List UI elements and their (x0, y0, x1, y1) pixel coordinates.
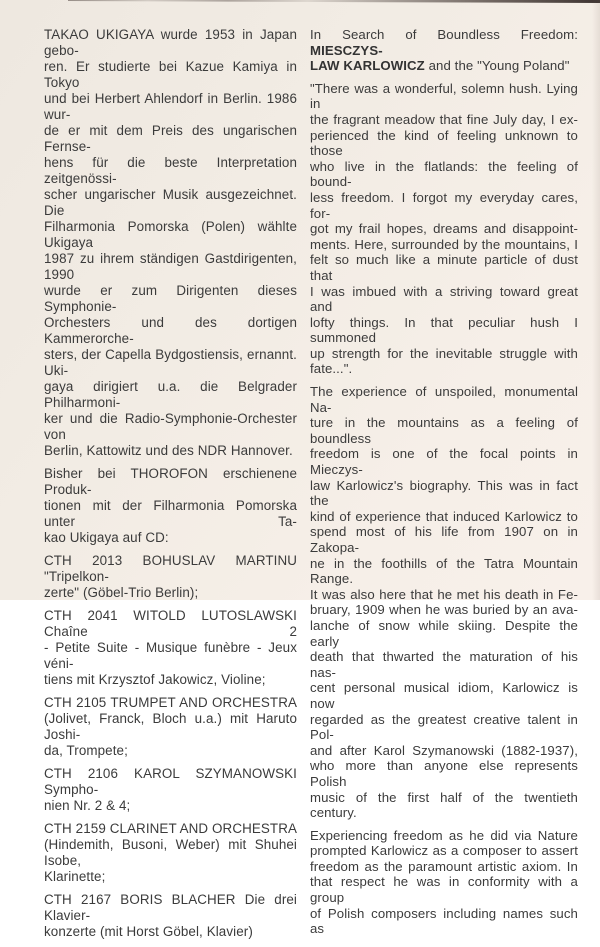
heading-line (310, 58, 578, 74)
text-line: spend most of his life from 1907 on in Zakopa- (310, 524, 578, 555)
text-line: the fragrant meadow that fine July day, I ex- (310, 111, 578, 127)
text-line: 1987 zu ihrem ständigen Gastdirigenten, 1990 (44, 251, 297, 282)
text-line: Klarinette; (44, 869, 106, 884)
text-line: lanche of snow while skiing. Despite the early (310, 617, 578, 649)
cd-item (44, 766, 297, 814)
text-line: that respect he was in conformity with a group (310, 874, 578, 906)
text-line: music of the first half of the twentieth century. (310, 789, 578, 821)
text-line: ture in the mountains as a feeling of boundless (310, 415, 578, 446)
text-line: Berlin, Kattowitz und des NDR Hannover. (44, 443, 293, 458)
page-edge-line (68, 0, 600, 3)
text-line: nien Nr. 2 & 4; (44, 798, 131, 813)
discography-intro (44, 466, 297, 546)
cd-item (44, 821, 297, 885)
page-right-edge-shading (592, 0, 600, 600)
text-line: - Petite Suite - Musique funèbre - Jeux véni- (44, 640, 297, 671)
quote-paragraph (310, 81, 578, 377)
text-line: (Jolivet, Franck, Bloch u.a.) mit Haruto Joshi- (44, 711, 297, 742)
right-column (310, 27, 578, 944)
text-line: ne in the foothills of the Tatra Mountain Range. (310, 555, 578, 587)
text-line: (Hindemith, Busoni, Weber) mit Shuhei Isobe, (44, 837, 297, 868)
cd-item (44, 608, 297, 688)
text-line: who live in the flatlands: the feeling of bound- (310, 158, 578, 190)
essay-paragraph (310, 828, 578, 937)
text-line: prompted Karlowicz as a composer to assert (310, 843, 578, 859)
text-line: CTH 2041 WITOLD LUTOSLAWSKI Chaîne 2 (44, 608, 297, 639)
text-line: It was also here that he met his death in Fe- (310, 586, 578, 602)
heading-bold-text: LAW KARLOWICZ (310, 58, 425, 74)
text-line: regarded as the greatest creative talent in Pol- (310, 711, 578, 743)
text-line: Bisher bei THOROFON erschienene Produk- (44, 466, 297, 497)
text-line: TAKAO UKIGAYA wurde 1953 in Japan gebo- (44, 27, 297, 58)
text-line: "There was a wonderful, solemn hush. Lying in (310, 80, 578, 112)
text-line: Experiencing freedom as he did via Nature (310, 827, 578, 843)
cd-list (44, 553, 297, 940)
cd-item (44, 695, 297, 759)
text-line: freedom as the paramount artistic axiom. In (310, 858, 578, 874)
text-line: I was imbued with a striving toward great and (310, 283, 578, 315)
text-line: tiens mit Krzysztof Jakowicz, Violine; (44, 672, 266, 687)
heading-bold-text: MIESCZYS- (310, 42, 383, 58)
left-column (44, 27, 297, 947)
text-line: hens für die beste Interpretation zeitgenössi- (44, 155, 297, 186)
text-line: zerte" (Göbel-Trio Berlin); (44, 585, 199, 600)
text-line: und bei Herbert Ahlendorf in Berlin. 1986 wur- (44, 91, 297, 122)
text-line: ments. Here, surrounded by the mountains, I (310, 236, 578, 252)
cd-item (44, 553, 297, 601)
text-line: konzerte (mit Horst Göbel, Klavier) (44, 924, 253, 939)
text-line: scher ungarischer Musik ausgezeichnet. Die (44, 187, 297, 218)
text-line: up strength for the inevitable struggle with (310, 345, 578, 361)
text-line: lofty things. In that peculiar hush I summoned (310, 314, 578, 346)
text-line: kao Ukigaya auf CD: (44, 530, 169, 545)
text-line: sters, der Capella Bydgostiensis, ernannt. Uki- (44, 347, 297, 378)
text-line: CTH 2013 BOHUSLAV MARTINU "Tripelkon- (44, 553, 297, 584)
article-heading (310, 27, 578, 74)
text-line: and after Karol Szymanowski (1882-1937), (310, 742, 578, 758)
text-line: wurde er zum Dirigenten dieses Symphonie- (44, 283, 297, 314)
text-line: de er mit dem Preis des ungarischen Fernse- (44, 123, 297, 154)
text-line: bruary, 1909 when he was buried by an ava- (310, 602, 578, 618)
text-line: Orchesters und des dortigen Kammerorche- (44, 315, 297, 346)
text-line: CTH 2159 CLARINET AND ORCHESTRA (44, 821, 297, 836)
text-line: gaya dirigiert u.a. die Belgrader Philharmoni- (44, 379, 297, 410)
heading-line (310, 27, 578, 58)
text-line: ren. Er studierte bei Kazue Kamiya in Tokyo (44, 59, 297, 90)
text-line: CTH 2106 KAROL SZYMANOWSKI Sympho- (44, 766, 297, 797)
text-line: da, Trompete; (44, 743, 128, 758)
text-line: less freedom. I forgot my everyday cares, for- (310, 189, 578, 221)
text-line: freedom is one of the focal points in Mieczys- (310, 446, 578, 478)
cd-item (44, 892, 297, 940)
heading-text: and the "Young Poland" (424, 58, 570, 74)
bio-paragraph (44, 27, 297, 459)
text-line: cent personal musical idiom, Karlowicz is now (310, 680, 578, 711)
text-line: got my frail hopes, dreams and disappoint- (310, 221, 578, 237)
text-line: of Polish composers including names such as (310, 905, 578, 937)
text-line: perienced the kind of feeling unknown to those (310, 127, 578, 159)
text-line: death that thwarted the maturation of his nas- (310, 649, 578, 680)
text-line: who more than anyone else represents Polish (310, 758, 578, 789)
text-line: Filharmonia Pomorska (Polen) wählte Ukigaya (44, 219, 297, 250)
text-line: kind of experience that induced Karlowicz to (310, 508, 578, 524)
text-line: fate...". (310, 361, 353, 377)
text-line: law Karlowicz's biography. This was in fact the (310, 477, 578, 509)
text-line: CTH 2105 TRUMPET AND ORCHESTRA (44, 695, 297, 710)
text-line: The experience of unspoiled, monumental Na- (310, 384, 578, 415)
text-line: tionen mit der Filharmonia Pomorska unter Ta- (44, 498, 297, 529)
heading-text: In Search of Boundless Freedom: (310, 27, 578, 42)
essay-paragraph (310, 384, 578, 821)
text-line: felt so much like a minute particle of dust that (310, 252, 578, 283)
text-line: CTH 2167 BORIS BLACHER Die drei Klavier- (44, 892, 297, 923)
text-line: ker und die Radio-Symphonie-Orchester von (44, 411, 297, 442)
